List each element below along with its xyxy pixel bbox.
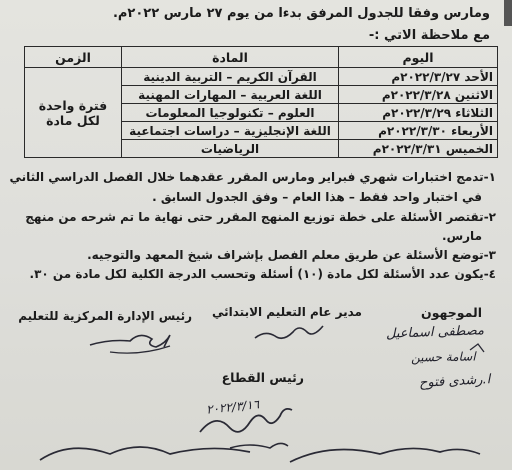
row-day: الأحد ٢٠٢٢/٣/٢٧م [339, 68, 498, 86]
handwritten-name-3: ا.رشدى فتوح [418, 372, 491, 391]
row-day: الثلاثاء ٢٠٢٢/٣/٢٩م [339, 104, 498, 122]
row-subject: القرآن الكريم – التربية الدينية [122, 68, 339, 86]
central-head-signature [90, 335, 170, 347]
sector-head-title: رئيس القطاع [221, 370, 304, 385]
note-4: ٤-يكون عدد الأسئلة لكل مادة (١٠) أسئلة وتحسب الدرجة الكلية لكل مادة من ٣٠. [29, 267, 496, 281]
row-subject: اللغة العربية – المهارات المهنية [122, 86, 339, 104]
note-2a: ٢-تقتصر الأسئلة على خطة توزيع المنهج المقرر حتى نهاية ما تم شرحه من منهج [25, 210, 496, 224]
handwritten-name-1: مصطفى اسماعيل [385, 323, 485, 342]
row-subject: الرياضيات [122, 140, 339, 158]
supervisors-title: الموجهون [421, 305, 482, 320]
row-day: الأربعاء ٢٠٢٢/٣/٣٠م [339, 122, 498, 140]
sector-head-signature [200, 409, 292, 432]
handwritten-date: ٢٠٢٢/٣/١٦ [205, 397, 260, 417]
central-head-title: رئيس الإدارة المركزية للتعليم [18, 309, 192, 323]
note-2b: مارس. [442, 229, 482, 243]
director-title: مدير عام التعليم الابتدائي [211, 305, 362, 319]
note-3: ٣-توضع الأسئلة عن طريق معلم الفصل بإشراف شيخ المعهد والتوجيه. [87, 248, 496, 262]
note-1a: ١-تدمج اختبارات شهري فبراير ومارس المقرر عقدهما خلال الفصل الدراسي الثاني [9, 170, 496, 184]
time-cell: فترة واحدة لكل مادة [25, 68, 122, 158]
header-time: الزمن [25, 47, 122, 68]
row-day: الخميس ٢٠٢٢/٣/٣١م [339, 140, 498, 158]
header-line-1: ومارس وفقا للجدول المرفق بدءا من يوم ٢٧ مارس ٢٠٢٢م. [112, 6, 490, 21]
row-day: الاثنين ٢٠٢٢/٣/٢٨م [339, 86, 498, 104]
row-subject: اللغة الإنجليزية – دراسات اجتماعية [122, 122, 339, 140]
note-1b: في اختبار واحد فقط – هذا العام – وفق الجدول السابق . [152, 190, 482, 204]
director-signature [255, 326, 323, 338]
row-subject: العلوم – تكنولوجيا المعلومات [122, 104, 339, 122]
header-day: اليوم [339, 47, 498, 68]
handwritten-name-2: اسامة حسين [411, 349, 477, 365]
header-subject: المادة [122, 47, 339, 68]
header-line-2: مع ملاحظة الاتي :- [368, 28, 490, 43]
